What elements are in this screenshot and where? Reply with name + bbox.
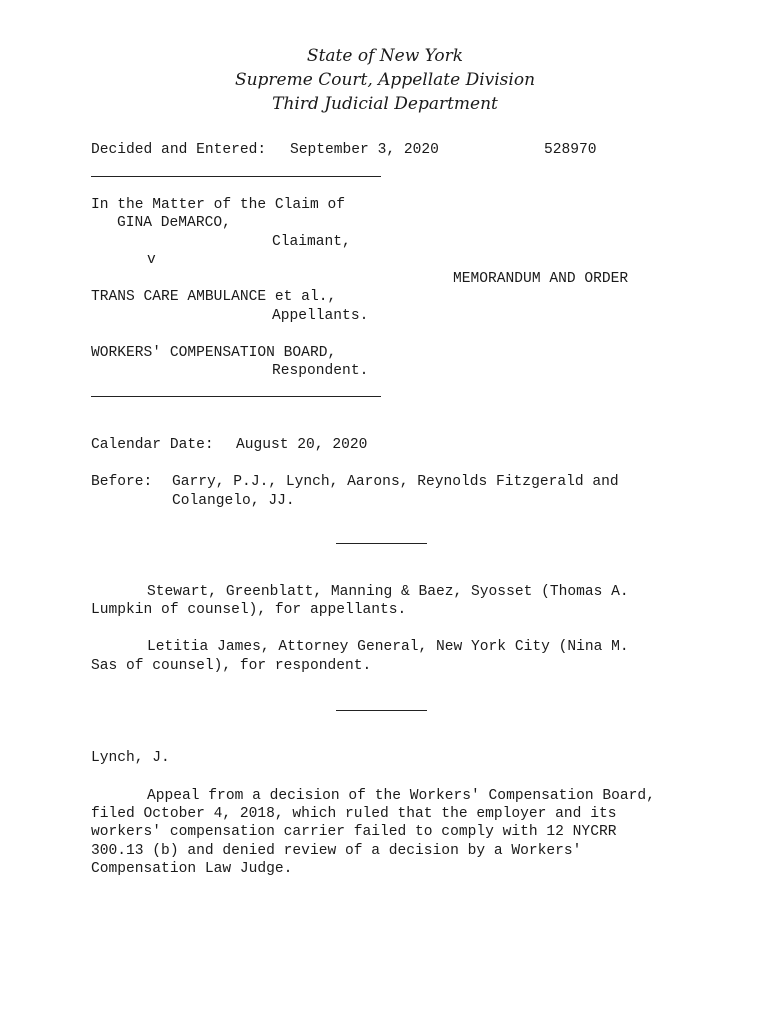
before-label: Before:	[91, 474, 153, 490]
calendar-label: Calendar Date:	[91, 437, 214, 453]
department-name: Third Judicial Department	[272, 94, 498, 114]
decided-date: September 3, 2020	[290, 142, 439, 158]
caption-bottom-rule	[91, 396, 381, 397]
appellants-counsel-line-1: Stewart, Greenblatt, Manning & Baez, Syosset (Thomas A.	[147, 584, 629, 600]
appellants-counsel-line-2: Lumpkin of counsel), for appellants.	[91, 602, 407, 618]
opinion-author: Lynch, J.	[91, 750, 170, 766]
respondent-counsel-line-1: Letitia James, Attorney General, New York City (Nina M.	[147, 639, 629, 655]
opinion-line-1: Appeal from a decision of the Workers' Compensation Board,	[147, 788, 655, 804]
respondent-name: WORKERS' COMPENSATION BOARD,	[91, 345, 337, 361]
order-type: MEMORANDUM AND ORDER	[453, 271, 629, 287]
respondent-counsel-line-2: Sas of counsel), for respondent.	[91, 658, 372, 674]
opinion-line-3: workers' compensation carrier failed to comply with 12 NYCRR	[91, 824, 617, 840]
panel-line-2: Colangelo, JJ.	[172, 493, 295, 509]
docket-number: 528970	[544, 142, 597, 158]
state-title: State of New York	[306, 46, 464, 66]
section-divider-1	[336, 543, 427, 544]
appellant-name: TRANS CARE AMBULANCE et al.,	[91, 289, 337, 305]
section-divider-2	[336, 710, 427, 711]
claimant-role: Claimant,	[272, 234, 351, 250]
opinion-line-4: 300.13 (b) and denied review of a decision by a Workers'	[91, 843, 582, 859]
opinion-line-2: filed October 4, 2018, which ruled that the employer and its	[91, 806, 617, 822]
caption-intro: In the Matter of the Claim of	[91, 197, 345, 213]
panel-line-1: Garry, P.J., Lynch, Aarons, Reynolds Fitzgerald and	[172, 474, 619, 490]
opinion-line-5: Compensation Law Judge.	[91, 861, 293, 877]
versus-label: v	[147, 252, 156, 268]
decided-label: Decided and Entered:	[91, 142, 267, 158]
court-name: Supreme Court, Appellate Division	[234, 70, 536, 90]
calendar-date: August 20, 2020	[236, 437, 368, 453]
claimant-name: GINA DeMARCO,	[117, 215, 231, 231]
respondent-role: Respondent.	[272, 363, 369, 379]
caption-top-rule	[91, 176, 381, 177]
appellant-role: Appellants.	[272, 308, 369, 324]
